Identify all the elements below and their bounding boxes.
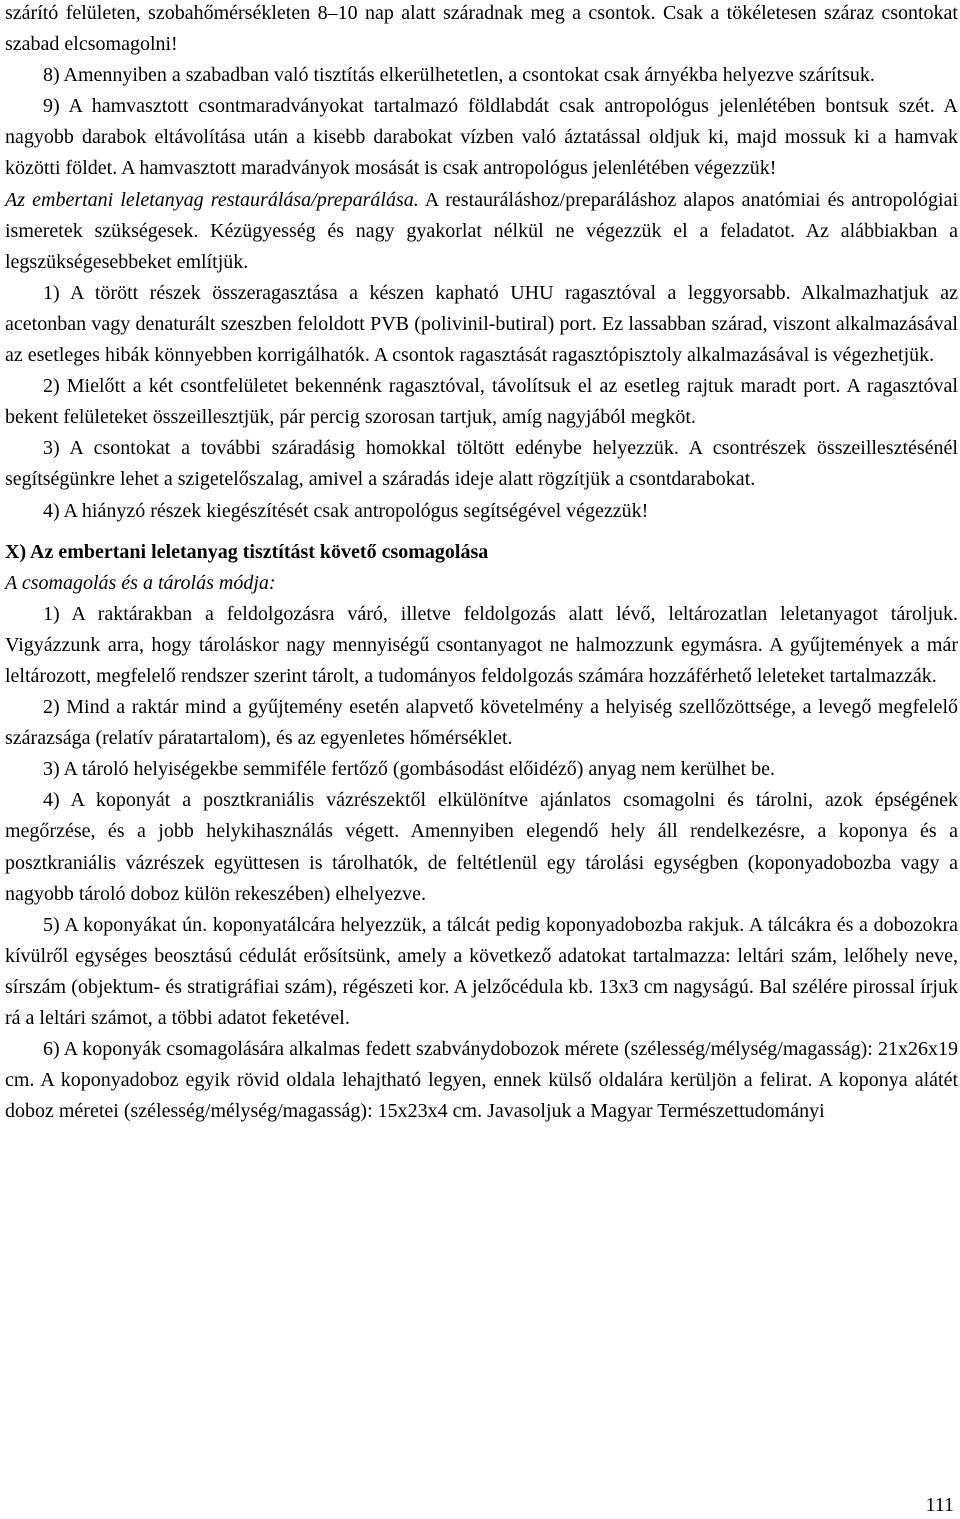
restoration-title: Az embertani leletanyag restaurálása/preparálása. xyxy=(5,188,419,211)
paragraph-storage-3: 3) A tároló helyiségekbe semmiféle fertőző (gombásodást előidéző) anyag nem kerülhet be. xyxy=(43,758,775,781)
paragraph-storage-5: 5) A koponyákat ún. koponyatálcára helyezzük, a tálcát pedig koponyadobozba rakjuk. A tálcákra és a dobozokra kívülről egységes beosztású cédulát erősítsünk, amely a következő adatokat tartalmazza: leltári szám, lelőhely neve, sírszám (objektum- és stratigráfiai szám), régészeti kor. A jelzőcédula kb. 13x3 cm nagyságú. Bal szélére pirossal írjuk rá a leltári számot, a többi adatot feketével. xyxy=(5,913,958,1029)
paragraph-item-9: 9) A hamvasztott csontmaradványokat tartalmazó földlabdát csak antropológus jelenlétében bontsuk szét. A nagyobb darabok eltávolítása után a kisebb darabokat vízben való áztatással oldjuk ki, majd mossuk ki a hamvak közötti földet. A hamvasztott maradványok mosását is csak antropológus jelenlétében végezzük! xyxy=(5,95,958,180)
paragraph-storage-6: 6) A koponyák csomagolására alkalmas fedett szabványdobozok mérete (szélesség/mélység/magasság): 21x26x19 cm. A koponyadoboz egyik rövid oldala lehajtható legyen, ennek külső oldalára kerüljön a felirat. A koponya alátét doboz méretei (szélesség/mélység/magasság): 15x23x4 cm. Javasoljuk a Magyar Természettudományi xyxy=(5,1038,958,1123)
paragraph-drying-continuation: szárító felületen, szobahőmérsékleten 8–10 nap alatt száradnak meg a csontok. Csak a tökéletesen száraz csontokat szabad elcsomagolni! xyxy=(5,2,958,56)
page-number: 111 xyxy=(925,1494,954,1516)
restoration-text: A restauráláshoz/preparáláshoz alapos anatómiai és antropológiai ismeretek szükségesek. Kézügyesség és nagy gyakorlat nélkül ne végezzük el a feladatot. Az alábbiakban a legszükségesebbeket említjük. xyxy=(5,188,959,273)
paragraph-restoration-1: 1) A törött részek összeragasztása a készen kapható UHU ragasztóval a leggyorsabb. Alkalmazhatjuk az acetonban vagy denaturált szeszben feloldott PVB (polivinil-butiral) port. Ez lassabban szárad, viszont alkalmazásával az esetleges hibák könnyebben korrigálhatók. A csontok ragasztását ragasztópisztoly alkalmazásával is végezhetjük. xyxy=(5,281,958,367)
paragraph-restoration-4: 4) A hiányzó részek kiegészítését csak antropológus segítségével végezzük! xyxy=(43,499,649,522)
paragraph-storage-1: 1) A raktárakban a feldolgozásra váró, illetve feldolgozás alatt lévő, leltározatlan leletanyagot tároljuk. Vigyázzunk arra, hogy tároláskor nagy mennyiségű csontanyagot ne halmozzunk egymásra. A gyűjtemények a már leltározott, megfelelő rendszer szerint tárolt, a tudományos feldolgozás számára hozzáférhető leleteket tartalmazzák. xyxy=(5,602,958,687)
paragraph-restoration-intro xyxy=(5,185,958,278)
paragraph-storage-4: 4) A koponyát a posztkraniális vázrészektől elkülönítve ajánlatos csomagolni és tárolni, azok épségének megőrzése, és a jobb helykihasználás végett. Amennyiben elegendő hely áll rendelkezésre, a koponya és a posztkraniális vázrészek együttesen is tárolhatók, de feltétlenül egy tárolási egységben (koponyadobozba vagy a nagyobb tároló doboz külön rekeszében) elhelyezve. xyxy=(5,789,958,905)
paragraph-restoration-2: 2) Mielőtt a két csontfelületet bekennénk ragasztóval, távolítsuk el az esetleg rajtuk maradt port. A ragasztóval bekent felületeket összeillesztjük, pár percig szorosan tartjuk, amíg nagyjából megköt. xyxy=(5,375,958,429)
section-subheading: A csomagolás és a tárolás módja: xyxy=(5,571,276,594)
paragraph-storage-2: 2) Mind a raktár mind a gyűjtemény esetén alapvető követelmény a helyiség szellőzöttsége, a levegő megfelelő szárazsága (relatív páratartalom), és az egyenletes hőmérséklet. xyxy=(5,696,958,750)
section-heading: X) Az embertani leletanyag tisztítást követő csomagolása xyxy=(5,540,489,563)
paragraph-restoration-3: 3) A csontokat a további száradásig homokkal töltött edénybe helyezzük. A csontrészek összeillesztésénél segítségünkre lehet a szigetelőszalag, amivel a száradás ideje alatt rögzítjük a csontdarabokat. xyxy=(5,437,958,491)
paragraph-item-8: 8) Amennyiben a szabadban való tisztítás elkerülhetetlen, a csontokat csak árnyékba helyezve szárítsuk. xyxy=(43,64,875,87)
document-page xyxy=(5,0,958,1127)
